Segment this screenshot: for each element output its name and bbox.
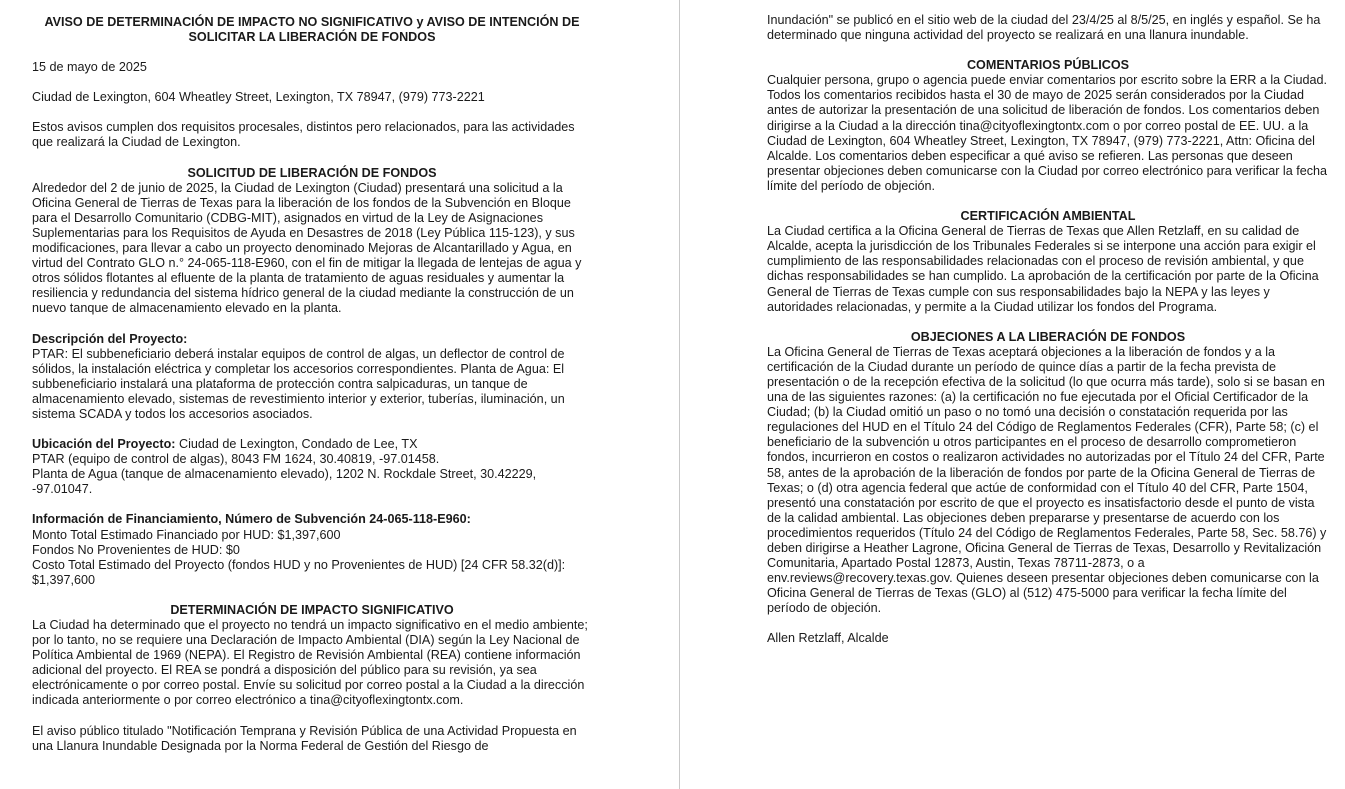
- city-address: Ciudad de Lexington, 604 Wheatley Street, Lexington, TX 78947, (979) 773-2221: [32, 90, 485, 105]
- impact-heading: DETERMINACIÓN DE IMPACTO SIGNIFICATIVO: [170, 602, 454, 617]
- project-location-label: Ubicación del Proyecto:: [32, 437, 176, 452]
- funding-hud-amount: Monto Total Estimado Financiado por HUD: $1,397,600: [32, 527, 341, 542]
- impact-section: [32, 603, 592, 754]
- funding-section: [32, 512, 592, 587]
- objections-body: La Oficina General de Tierras de Texas aceptará objeciones a la liberación de fondos y a la certificación de la Ciudad durante un período de quince días a partir de la fecha prevista de presentación o de la recepción efectiva de la solicitud (lo que ocurra más tarde), solo si se basan en una de las siguientes razones: (a) la certificación no fue ejecutada por el Oficial Certificador de la Ciudad; (b) la Ciudad omitió un paso o no tomó una decisión o constatación requerida por las regulaciones del HUD en el Título 24 del Código de Reglamentos Federales (CFR), Parte 58; (c) el beneficiario de la subvención u otros participantes en el proceso de desarrollo comprometieron fondos, incurrieron en costos o realizaron actividades no autorizadas por el Título 24 del CFR, Parte 58, antes de la aprobación de la liberación de fondos por parte de la Oficina General de Tierras de Texas; o (d) otra agencia federal que actúe de conformidad con el Título 40 del CFR, Parte 1504, presentó una constatación por escrito de que el proyecto es insatisfactorio desde el punto de vista de la calidad ambiental. Las objeciones deben prepararse y presentarse de acuerdo con los procedimientos requeridos (Título 24 del Código de Reglamentos Federales, Parte 58, Sec. 58.76) y deben dirigirse a Heather Lagrone, Oficina General de Tierras de Texas, Desarrollo y Revitalización Comunitaria, Apartado Postal 12873, Austin, Texas 78711-2873, o a env.reviews@recovery.texas.gov. Quienes deseen presentar objeciones deben comunicarse con la Oficina General de Tierras de Texas (GLO) al (512) 475-5000 para verificar la fecha límite del período de objeción.: [767, 344, 1327, 616]
- project-location-section: [32, 437, 592, 497]
- public-comments-heading: COMENTARIOS PÚBLICOS: [966, 58, 1130, 73]
- funding-total-cost: Costo Total Estimado del Proyecto (fondos HUD y no Provenientes de HUD) [24 CFR 58.32(d)]: $1,397,600: [32, 557, 566, 587]
- left-column: [32, 13, 592, 754]
- floodplain-notice-part2: Inundación" se publicó en el sitio web de la ciudad del 23/4/25 al 8/5/25, en inglés y español. Se ha determinado que ninguna actividad del proyecto se realizará en una llanura inundable.: [767, 13, 1321, 43]
- impact-body: La Ciudad ha determinado que el proyecto no tendrá un impacto significativo en el medio ambiente; por lo tanto, no se requiere una Declaración de Impacto Ambiental (DIA) según la Ley Nacional de Política Ambiental de 1969 (NEPA). El Registro de Revisión Ambiental (REA) contiene información adicional del proyecto. El REA se pondrá a disposición del público para su revisión, ya sea electrónicamente o por correo postal. Envíe su solicitud por correo postal a la Ciudad a la dirección indicada anteriormente o por correo electrónico a tina@cityoflexingtontx.com.: [32, 618, 588, 708]
- release-request-heading: SOLICITUD DE LIBERACIÓN DE FONDOS: [187, 165, 437, 180]
- signature: Allen Retzlaff, Alcalde: [767, 631, 889, 646]
- right-column: [767, 13, 1329, 647]
- notice-title: AVISO DE DETERMINACIÓN DE IMPACTO NO SIGNIFICATIVO y AVISO DE INTENCIÓN DE SOLICITAR LA LIBERACIÓN DE FONDOS: [44, 15, 580, 45]
- certification-heading: CERTIFICACIÓN AMBIENTAL: [960, 209, 1136, 224]
- column-divider: [679, 0, 680, 789]
- location-water-plant: Planta de Agua (tanque de almacenamiento elevado), 1202 N. Rockdale Street, 30.42229, -97.01047.: [32, 467, 537, 497]
- floodplain-notice-part1: El aviso público titulado "Notificación Temprana y Revisión Pública de una Actividad Propuesta en una Llanura Inundable Designada por la Norma Federal de Gestión del Riesgo de: [32, 723, 577, 753]
- funding-non-hud-amount: Fondos No Provenientes de HUD: $0: [32, 542, 240, 557]
- release-request-body: Alrededor del 2 de junio de 2025, la Ciudad de Lexington (Ciudad) presentará una solicitud a la Oficina General de Tierras de Texas para la liberación de los fondos de la Subvención en Bloque para el Desarrollo Comunitario (CDBG-MIT), asignados en virtud de la Ley de Asignaciones Suplementarias para los Requisitos de Ayuda en Desastres de 2018 (Ley Pública 115-123), y sus modificaciones, para llevar a cabo un proyecto denominado Mejoras de Alcantarillado y Agua, en virtud del Contrato GLO n.° 24-065-118-E960, con el fin de mitigar la llegada de lentejas de agua y otros sólidos flotantes al efluente de la planta de tratamiento de aguas residuales y aumentar la resiliencia y redundancia del sistema hídrico general de la ciudad mediante la construcción de un nuevo tanque de almacenamiento elevado en la planta.: [32, 180, 582, 316]
- project-description-body: PTAR: El subbeneficiario deberá instalar equipos de control de algas, un deflector de control de sólidos, la instalación eléctrica y completar los accesorios correspondientes. Planta de Agua: El subbeneficiario instalará una plataforma de protección contra salpicaduras, un tanque de almacenamiento elevado, sistemas de revestimiento interior y exterior, tuberías, iluminación, un sistema SCADA y todos los accesorios asociados.: [32, 346, 565, 421]
- public-comments-body: Cualquier persona, grupo o agencia puede enviar comentarios por escrito sobre la ERR a la Ciudad. Todos los comentarios recibidos hasta el 30 de mayo de 2025 serán considerados por la Ciudad antes de autorizar la presentación de una solicitud de liberación de fondos. Los comentarios deben dirigirse a la Ciudad a la dirección tina@cityoflexingtontx.com o por correo postal de EE. UU. a la Ciudad de Lexington, 604 Wheatley Street, Lexington, TX 78947, (979) 773-2221, Attn: Oficina del Alcalde. Los comentarios deben especificar a qué aviso se refieren. Las personas que deseen presentar objeciones deben comunicarse con la Ciudad por correo electrónico para verificar la fecha límite del período de objeción.: [767, 73, 1328, 193]
- certification-section: [767, 209, 1329, 315]
- certification-body: La Ciudad certifica a la Oficina General de Tierras de Texas que Allen Retzlaff, en su calidad de Alcalde, acepta la jurisdicción de los Tribunales Federales si se interpone una acción para exigir el cumplimiento de las responsabilidades relacionadas con el proceso de revisión ambiental, y que dichas responsabilidades se han cumplido. La aprobación de la certificación por parte de la Oficina General de Tierras de Texas cumple con sus responsabilidades bajo la NEPA y las leyes y autoridades relacionadas, y permite a la Ciudad utilizar los fondos del Programa.: [767, 224, 1319, 314]
- release-request-section: [32, 166, 592, 317]
- objections-heading: OBJECIONES A LA LIBERACIÓN DE FONDOS: [910, 329, 1186, 344]
- notice-date: 15 de mayo de 2025: [32, 60, 147, 75]
- project-description-label: Descripción del Proyecto:: [32, 331, 188, 346]
- project-location-value: Ciudad de Lexington, Condado de Lee, TX: [178, 437, 418, 452]
- public-comments-section: [767, 58, 1329, 194]
- project-description-section: [32, 332, 592, 423]
- location-wwtp: PTAR (equipo de control de algas), 8043 FM 1624, 30.40819, -97.01458.: [32, 452, 440, 467]
- intro-paragraph: Estos avisos cumplen dos requisitos procesales, distintos pero relacionados, para las actividades que realizará la Ciudad de Lexington.: [32, 120, 575, 150]
- objections-section: [767, 330, 1329, 617]
- funding-label: Información de Financiamiento, Número de Subvención 24-065-118-E960:: [32, 512, 471, 527]
